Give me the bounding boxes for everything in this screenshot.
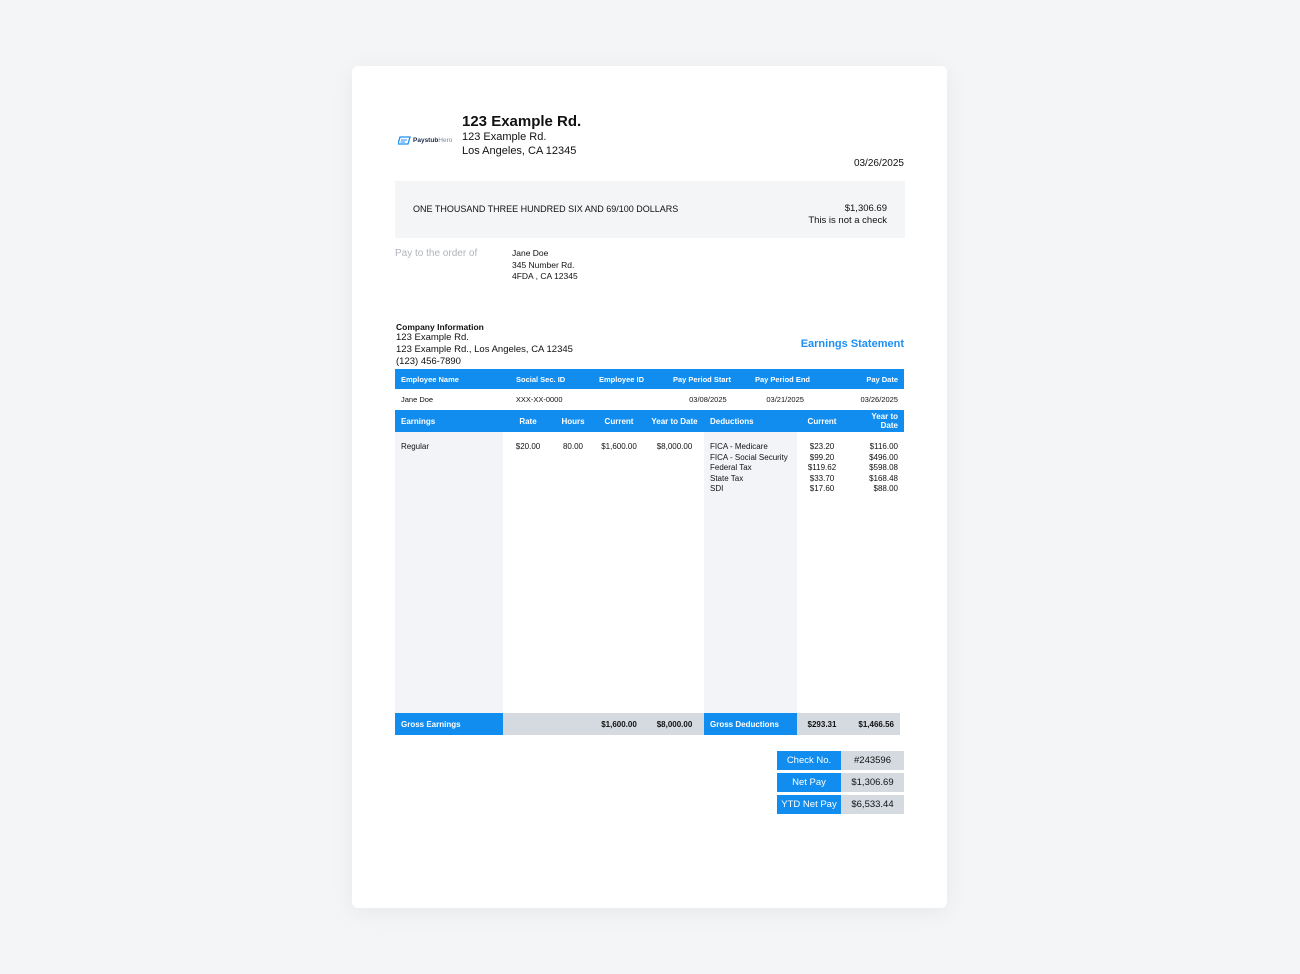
earning-ytd-cell — [645, 432, 704, 713]
net-pay-value: $1,306.69 — [841, 773, 904, 792]
deduction-current: $23.20 — [809, 442, 835, 451]
amount-box — [395, 181, 905, 238]
pay-period-end: 03/21/2025 — [766, 395, 804, 404]
deduction-name: SDI — [710, 484, 724, 493]
earning-current-cell — [593, 432, 645, 713]
paystub-document — [352, 66, 947, 908]
col-deduction-current: Current — [807, 416, 837, 426]
payee-address-line1: 345 Number Rd. — [512, 259, 575, 270]
deduction-ytd: $496.00 — [869, 452, 898, 462]
col-deduction-ytd: Year to Date — [871, 412, 898, 430]
employee-name: Jane Doe — [401, 395, 434, 404]
gross-earnings-ytd: $8,000.00 — [645, 713, 704, 735]
company-address-line2: Los Angeles, CA 12345 — [462, 144, 577, 157]
payee-name: Jane Doe — [512, 248, 549, 258]
deduction-current-cell — [797, 432, 847, 713]
gross-earnings-label: Gross Earnings — [395, 713, 503, 735]
check-date: 03/26/2025 — [853, 158, 904, 169]
company-info-line2: 123 Example Rd., Los Angeles, CA 12345 — [396, 343, 573, 355]
deduction-current: $99.20 — [809, 452, 835, 462]
net-pay-label: Net Pay — [777, 773, 841, 792]
ytd-net-pay-value: $6,533.44 — [841, 795, 904, 814]
earning-rate: $20.00 — [515, 442, 541, 451]
col-pay-date: Pay Date — [866, 374, 898, 384]
company-name: 123 Example Rd. — [462, 113, 582, 130]
check-number-label: Check No. — [777, 751, 841, 770]
earning-hours-cell — [553, 432, 593, 713]
net-pay-row — [777, 773, 904, 792]
company-info-phone: (123) 456-7890 — [396, 355, 461, 367]
earnings-statement-table — [395, 369, 904, 735]
company-logo — [398, 136, 452, 145]
earnings-body — [395, 432, 904, 713]
col-ytd: Year to Date — [651, 416, 698, 426]
check-amount: $1,306.69 — [844, 203, 887, 214]
col-pay-period-start: Pay Period Start — [673, 374, 731, 384]
col-social-sec-id: Social Sec. ID — [516, 374, 566, 384]
company-address — [462, 131, 576, 158]
not-a-check-note: This is not a check — [808, 215, 887, 226]
deduction-name: Federal Tax — [710, 463, 752, 472]
col-current: Current — [604, 416, 634, 426]
ytd-net-pay-label: YTD Net Pay — [777, 795, 841, 814]
col-deductions: Deductions — [710, 416, 754, 426]
payee-block — [512, 248, 578, 283]
pay-summary — [777, 751, 904, 817]
company-info-line1: 123 Example Rd. — [396, 332, 469, 343]
ytd-net-pay-row — [777, 795, 904, 814]
deduction-current: $119.62 — [807, 463, 837, 472]
employee-header-row — [395, 369, 904, 389]
deduction-current: $33.70 — [809, 473, 835, 483]
gross-deductions-label: Gross Deductions — [704, 713, 797, 735]
deduction-names-cell — [704, 432, 797, 713]
deduction-current: $17.60 — [809, 484, 835, 493]
deduction-ytd: $88.00 — [873, 484, 898, 493]
payee-address-line2: 4FDA , CA 12345 — [512, 271, 578, 281]
deduction-ytd-cell — [847, 432, 904, 713]
check-number-value: #243596 — [841, 751, 904, 770]
pay-to-label: Pay to the order of — [395, 248, 478, 259]
earning-current: $1,600.00 — [601, 442, 637, 451]
totals-spacer — [503, 713, 593, 735]
col-rate: Rate — [519, 416, 537, 426]
col-employee-name: Employee Name — [401, 374, 459, 384]
deduction-name: FICA - Social Security — [710, 452, 788, 462]
gross-deductions-current: $293.31 — [797, 713, 847, 735]
deduction-name: State Tax — [710, 473, 744, 483]
earnings-name-cell — [395, 432, 503, 713]
deduction-ytd: $116.00 — [869, 442, 898, 451]
earning-rate-cell — [503, 432, 553, 713]
col-earnings: Earnings — [401, 416, 436, 426]
earning-ytd: $8,000.00 — [656, 442, 693, 451]
company-info-lines — [396, 332, 573, 367]
earning-type: Regular — [401, 442, 430, 451]
col-employee-id: Employee ID — [599, 374, 645, 384]
amount-in-words: ONE THOUSAND THREE HUNDRED SIX AND 69/100 DOLLARS — [413, 204, 679, 214]
employee-ssn: XXX-XX-0000 — [515, 395, 563, 404]
company-address-line1: 123 Example Rd. — [462, 131, 547, 143]
earnings-statement-title: Earnings Statement — [800, 338, 904, 350]
paystub-logo-icon — [398, 136, 411, 145]
check-number-row — [777, 751, 904, 770]
amount-figure — [808, 203, 887, 227]
pay-date: 03/26/2025 — [860, 395, 898, 404]
gross-earnings-current: $1,600.00 — [593, 713, 645, 735]
employee-info-row — [395, 389, 904, 410]
col-hours: Hours — [561, 416, 585, 426]
earnings-header-row — [395, 410, 904, 432]
logo-wordmark: PaystubHero — [413, 137, 453, 144]
col-pay-period-end: Pay Period End — [755, 374, 811, 384]
gross-deductions-ytd: $1,466.56 — [847, 713, 900, 735]
deduction-ytd: $168.48 — [869, 473, 898, 483]
earning-hours: 80.00 — [562, 442, 584, 451]
deduction-name: FICA - Medicare — [710, 442, 768, 451]
company-info-title: Company Information — [396, 322, 484, 332]
deduction-ytd: $598.08 — [869, 463, 898, 472]
pay-period-start: 03/08/2025 — [689, 395, 727, 404]
totals-row — [395, 713, 904, 735]
